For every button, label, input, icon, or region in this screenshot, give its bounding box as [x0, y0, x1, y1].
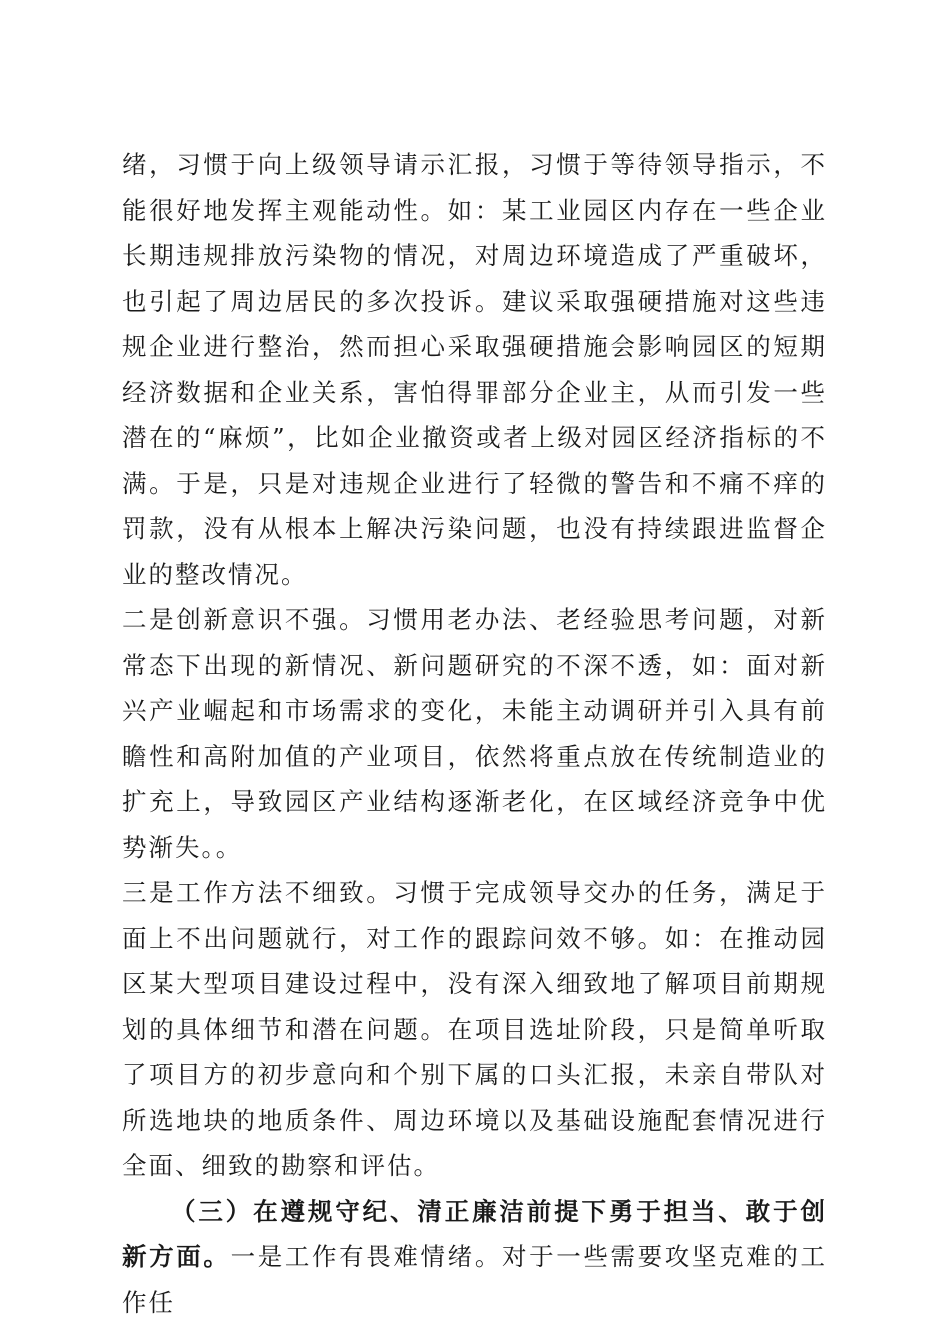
paragraph-continuation: 绪，习惯于向上级领导请示汇报，习惯于等待领导指示，不能很好地发挥主观能动性。如：某工业园区内存在一些企业长期违规排放污染物的情况，对周边环境造成了严重破坏，也引起了周边居民的多次投诉。建议采取强硬措施对这些违规企业进行整治，然而担心采取强硬措施会影响园区的短期经济数据和企业关系，害怕得罪部分企业主，从而引发一些潜在的“麻烦”，比如企业撤资或者上级对园区经济指标的不满。于是，只是对违规企业进行了轻微的警告和不痛不痒的罚款，没有从根本上解决污染问题，也没有持续跟进监督企业的整改情况。 [122, 150, 827, 589]
section-three-paragraph [122, 1189, 827, 1326]
section-three-heading: （三）在遵规守纪、清正廉洁前提下勇于担当、敢于创新方面。 [122, 1196, 827, 1271]
document-body [122, 142, 827, 1325]
section-three-body: 一是工作有畏难情绪。对于一些需要攻坚克难的工作任 [122, 1242, 828, 1317]
paragraph-work-method: 三是工作方法不细致。习惯于完成领导交办的任务，满足于面上不出问题就行，对工作的跟踪问效不够。如：在推动园区某大型项目建设过程中，没有深入细致地了解项目前期规划的具体细节和潜在问题。在项目选址阶段，只是简单听取了项目方的初步意向和个别下属的口头汇报，未亲自带队对所选地块的地质条件、周边环境以及基础设施配套情况进行全面、细致的勘察和评估。 [122, 878, 827, 1180]
paragraph-innovation: 二是创新意识不强。习惯用老办法、老经验思考问题，对新常态下出现的新情况、新问题研究的不深不透，如：面对新兴产业崛起和市场需求的变化，未能主动调研并引入具有前瞻性和高附加值的产业项目，依然将重点放在传统制造业的扩充上，导致园区产业结构逐渐老化，在区域经济竞争中优势渐失。。 [122, 605, 827, 862]
